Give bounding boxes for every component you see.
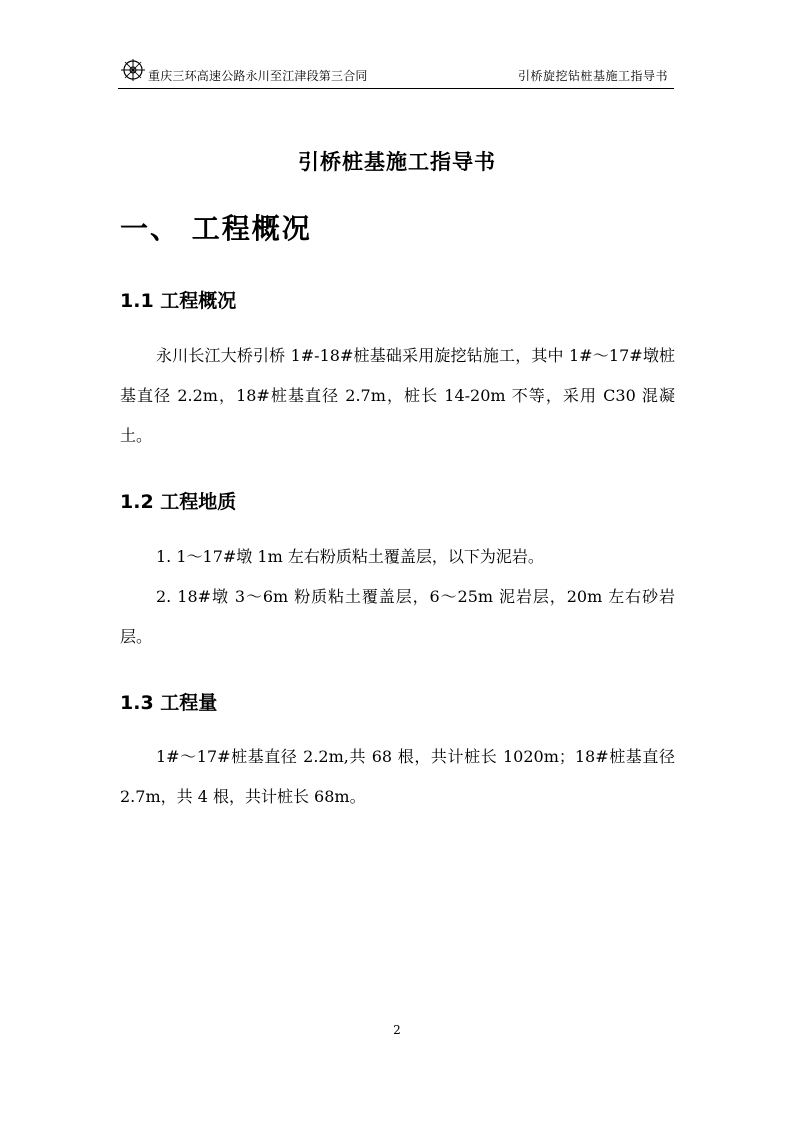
header-document-name: 引桥旋挖钻桩基施工指导书 (517, 69, 668, 83)
subsection-heading-1-1: 1.1 工程概况 (120, 290, 237, 312)
list-item-geology-1: 1. 1～17#墩 1m 左右粉质粘土覆盖层，以下为泥岩。 (156, 547, 544, 566)
subsection-heading-1-3: 1.3 工程量 (120, 692, 218, 714)
header-project-name: 重庆三环高速公路永川至江津段第三合同 (148, 69, 368, 83)
subsection-heading-1-2: 1.2 工程地质 (120, 491, 237, 513)
document-title: 引桥桩基施工指导书 (298, 150, 496, 174)
page-header (118, 58, 674, 89)
list-item-geology-2: 2. 18#墩 3～6m 粉质粘土覆盖层，6～25m 泥岩层，20m 左右砂岩层。 (120, 587, 675, 646)
page-number: 2 (393, 1023, 401, 1037)
company-logo-icon (120, 58, 146, 82)
paragraph-quantities: 1#～17#桩基直径 2.2m,共 68 根，共计桩长 1020m；18#桩基直径 2.7m，共 4 根，共计桩长 68m。 (120, 747, 675, 806)
section-heading-1: 一、 工程概况 (120, 212, 312, 245)
paragraph-project-overview: 永川长江大桥引桥 1#-18#桩基础采用旋挖钻施工，其中 1#～17#墩桩基直径 2.2m，18#桩基直径 2.7m，桩长 14-20m 不等，采用 C30 混凝土。 (120, 346, 675, 445)
